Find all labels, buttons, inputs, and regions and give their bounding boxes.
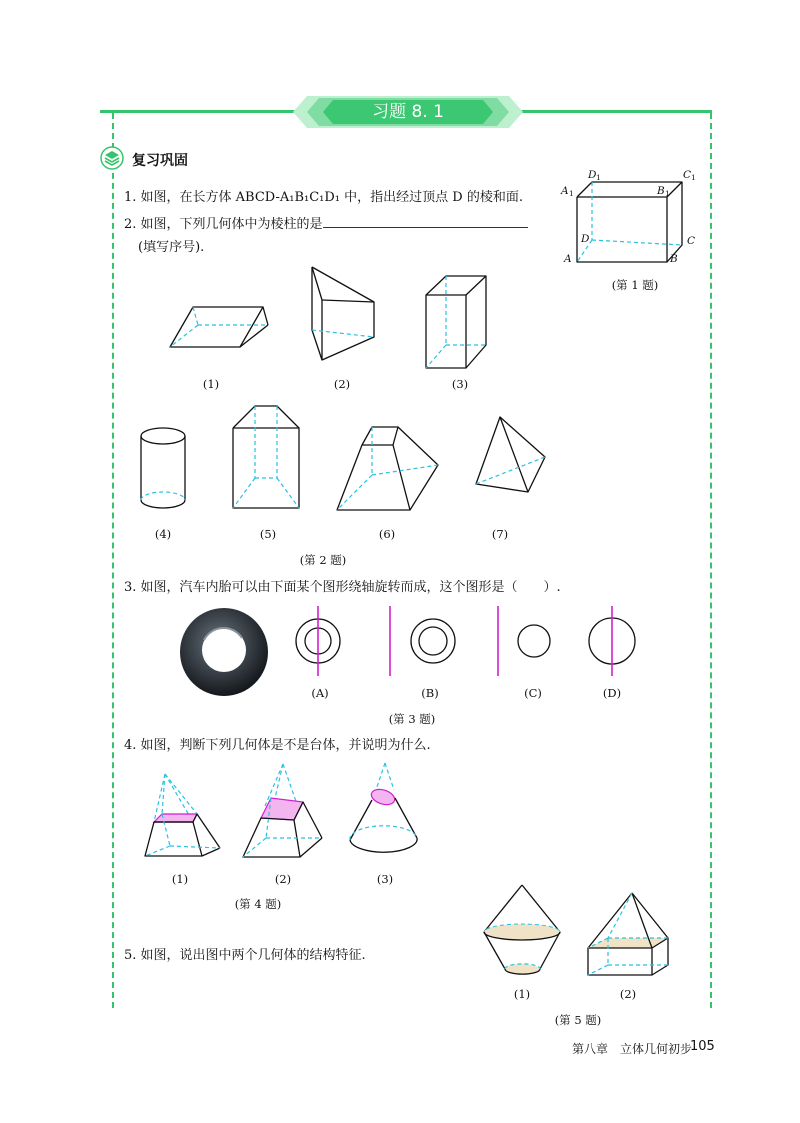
figure-3-caption: (第 3 题) [388, 712, 436, 726]
fig2-label-4: (4) [154, 527, 172, 541]
fig2-label-7: (7) [491, 527, 509, 541]
vertex-B: B [670, 253, 678, 265]
fig2-solid-3 [420, 270, 500, 370]
option-b-figure [385, 604, 465, 679]
header-rule-left [100, 110, 295, 113]
chapter-footer: 第八章 立体几何初步 [572, 1042, 693, 1056]
right-dashed-border [710, 113, 712, 1008]
option-c-figure [493, 604, 558, 679]
fig4-label-2: (2) [274, 872, 292, 886]
problem-2 [124, 215, 528, 233]
problem-1: 1. 如图，在长方体 ABCD-A₁B₁C₁D₁ 中，指出经过顶点 D 的棱和面. [124, 190, 523, 205]
fig2-solid-2 [300, 262, 390, 362]
option-c-label: (C) [524, 686, 542, 700]
vertex-D: D [581, 233, 590, 245]
fig4-solid-3-cone [345, 760, 425, 860]
fig5-solid-1 [478, 882, 568, 982]
fig2-solid-7-tetrahedron [470, 412, 550, 497]
fig2-label-2: (2) [333, 377, 351, 391]
vertex-A1-sub: 1 [569, 189, 574, 198]
section-title: 复习巩固 [132, 153, 188, 169]
figure-4-caption: (第 4 题) [234, 897, 282, 911]
vertex-C1: C [683, 169, 692, 181]
option-d-label: (D) [602, 686, 622, 700]
answer-blank [323, 215, 528, 228]
figure-1-cuboid [555, 165, 705, 265]
fig2-label-3: (3) [451, 377, 469, 391]
vertex-A1: A [561, 185, 569, 197]
fig2-solid-6 [330, 420, 440, 520]
page-number: 105 [690, 1039, 715, 1054]
option-b-label: (B) [421, 686, 439, 700]
vertex-B1: B [657, 185, 665, 197]
vertex-B1-sub: 1 [665, 189, 670, 198]
header-rule-right [520, 110, 712, 113]
fig2-solid-1 [165, 295, 275, 355]
option-d-figure [585, 604, 645, 679]
figure-2-caption: (第 2 题) [299, 553, 347, 567]
option-a-figure [292, 604, 352, 679]
problem-2-text: 2. 如图，下列几何体中为棱柱的是 [124, 217, 323, 232]
option-a-label: (A) [311, 686, 329, 700]
fig5-label-1: (1) [513, 987, 531, 1001]
exercise-title: 习题 8. 1 [372, 102, 444, 122]
fig4-label-3: (3) [376, 872, 394, 886]
fig2-label-5: (5) [259, 527, 277, 541]
fig4-solid-1 [140, 770, 225, 860]
problem-3: 3. 如图，汽车内胎可以由下面某个图形绕轴旋转而成，这个图形是（ ）. [124, 580, 561, 595]
fig2-solid-4-cylinder [135, 420, 195, 520]
figure-1-caption: (第 1 题) [611, 278, 659, 292]
tire-tube-photo [178, 605, 273, 700]
fig5-label-2: (2) [619, 987, 637, 1001]
vertex-A: A [564, 253, 572, 265]
layers-icon [100, 146, 124, 170]
problem-2-note: (填写序号). [138, 240, 205, 255]
fig2-label-1: (1) [202, 377, 220, 391]
vertex-C: C [687, 235, 696, 247]
fig2-solid-5 [225, 400, 305, 520]
exercise-banner [293, 96, 523, 128]
fig4-solid-2 [238, 760, 328, 860]
fig5-solid-2 [580, 890, 690, 980]
fig2-label-6: (6) [378, 527, 396, 541]
vertex-D1: D [588, 169, 597, 181]
vertex-D1-sub: 1 [596, 173, 601, 182]
problem-5: 5. 如图，说出图中两个几何体的结构特征. [124, 948, 366, 963]
figure-5-caption: (第 5 题) [554, 1013, 602, 1027]
vertex-C1-sub: 1 [691, 173, 696, 182]
problem-4: 4. 如图，判断下列几何体是不是台体，并说明为什么. [124, 738, 431, 753]
left-dashed-border [112, 113, 114, 1008]
fig4-label-1: (1) [171, 872, 189, 886]
